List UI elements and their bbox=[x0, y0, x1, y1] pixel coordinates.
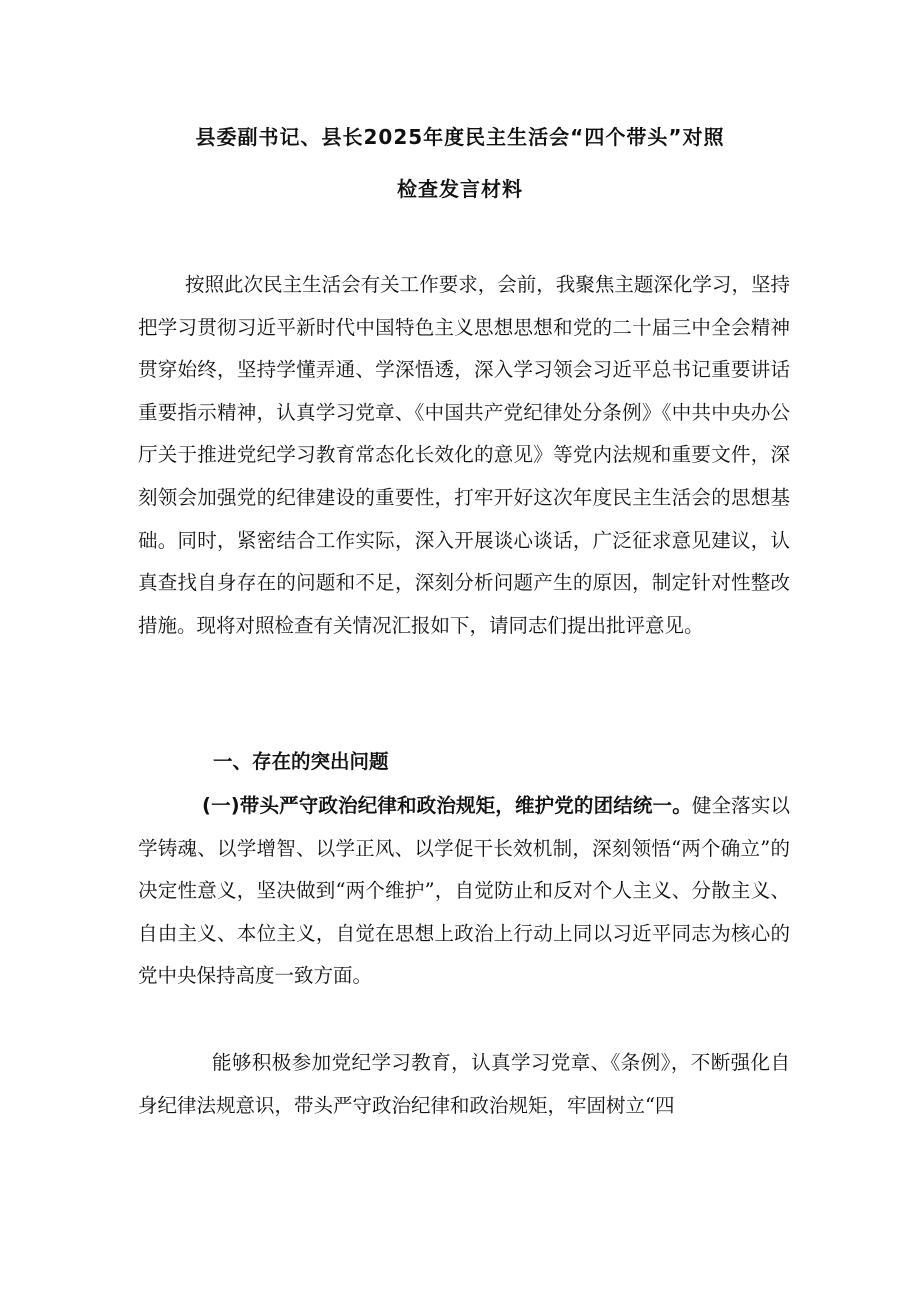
intro-paragraph: 按照此次民主生活会有关工作要求，会前，我聚焦主题深化学习，坚持把学习贯彻习近平新时代中国特色主义思想思想和党的二十届三中全会精神贯穿始终，坚持学懂弄通、学深悟透，深入学习领会习近平总书记重要讲话重要指示精神，认真学习党章、《中国共产党纪律处分条例》《中共中央办公厅关于推进党纪学习教育常态化长效化的意见》等党内法规和重要文件，深刻领会加强党的纪律建设的重要性，打牢开好这次年度民主生活会的思想基础。同时，紧密结合工作实际，深入开展谈心谈话，广泛征求意见建议，认真查找自身存在的问题和不足，深刻分析问题产生的原因，制定针对性整改措施。现将对照检查有关情况汇报如下，请同志们提出批评意见。 bbox=[138, 273, 790, 637]
subsection-1-lead: (一)带头严守政治纪律和政治规矩，维护党的团结统一。 bbox=[202, 794, 692, 817]
document-title-line-1: 县委副书记、县长2025年度民主生活会“四个带头”对照 bbox=[195, 125, 725, 149]
document-title-line-2: 检查发言材料 bbox=[397, 177, 523, 201]
subsection-1-paragraph-2: 能够积极参加党纪学习教育，认真学习党章、《条例》，不断强化自身纪律法规意识，带头严守政治纪律和政治规矩，牢固树立“四 bbox=[138, 1051, 790, 1117]
subsection-1-paragraph bbox=[138, 785, 790, 998]
subsection-1-text: 健全落实以学铸魂、以学增智、以学正风、以学促干长效机制，深刻领悟“两个确立”的决定性意义，坚决做到“两个维护”，自觉防止和反对个人主义、分散主义、自由主义、本位主义，自觉在思想上政治上行动上同以习近平同志为核心的党中央保持高度一致方面。 bbox=[138, 794, 790, 988]
section-heading-problems: 一、存在的突出问题 bbox=[213, 750, 389, 773]
